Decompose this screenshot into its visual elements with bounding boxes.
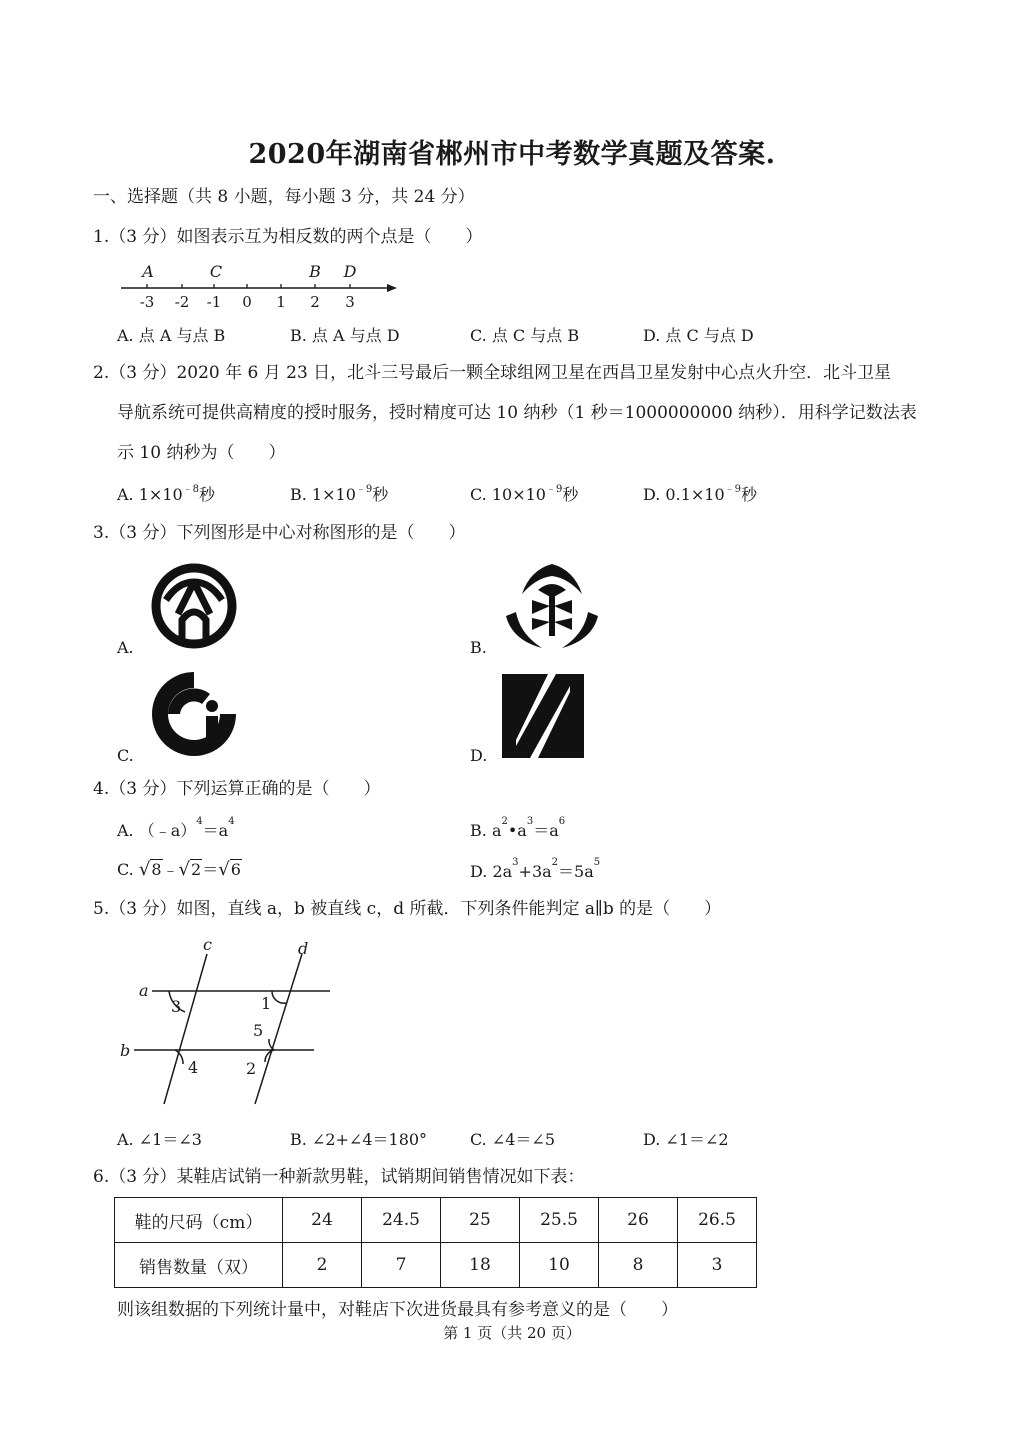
q6-stem: 6.（3 分）某鞋店试销一种新款男鞋，试销期间销售情况如下表： [93, 1167, 585, 1187]
line-label-a: a [139, 981, 149, 1000]
q1-option-b: B. 点 A 与点 D [290, 326, 400, 345]
q4-option-d: D. $2a^3+3a^2=5a^5$ [470, 857, 601, 881]
angle-label-4: 4 [188, 1058, 199, 1077]
tick-label: 0 [242, 293, 252, 311]
q1-option-c: C. 点 C 与点 B [470, 326, 580, 345]
point-label-b: B [309, 262, 321, 281]
emblem-b-icon [502, 560, 604, 652]
q2-option-a: A. $1\times 10^{﹣8}$秒 [117, 484, 216, 504]
section-heading: 一、选择题（共 8 小题，每小题 3 分，共 24 分） [93, 187, 475, 207]
angle-label-1: 1 [261, 994, 272, 1013]
q3-label-c: C. [117, 746, 134, 765]
table-header-cell: 鞋的尺码（cm） [115, 1198, 283, 1243]
table-cell: 7 [362, 1243, 441, 1288]
angle-label-2: 2 [246, 1059, 257, 1078]
emblem-c-icon [148, 668, 240, 760]
line-label-b: b [120, 1041, 131, 1060]
table-cell: 26 [599, 1198, 678, 1243]
tick-label: -3 [139, 293, 155, 311]
q3-stem: 3.（3 分）下列图形是中心对称图形的是（ ） [93, 523, 466, 543]
table-cell: 2 [283, 1243, 362, 1288]
q2-line-2: 导航系统可提供高精度的授时服务，授时精度可达 10 纳秒（1 秒＝1000000000 纳秒）．用科学记数法表 [117, 403, 917, 423]
line-label-d: d [298, 939, 309, 958]
table-cell: 10 [520, 1243, 599, 1288]
point-label-c: C [209, 262, 223, 281]
q4-stem: 4.（3 分）下列运算正确的是（ ） [93, 779, 381, 799]
parallel-lines-figure [112, 932, 342, 1112]
q3-label-d: D. [470, 746, 488, 765]
q2-option-d: D. $0.1\times 10^{﹣9}$秒 [643, 484, 758, 504]
emblem-a-icon [148, 560, 240, 652]
q5-option-c: C. ∠4＝∠5 [470, 1130, 556, 1149]
table-cell: 26.5 [678, 1198, 757, 1243]
tick-label: 1 [276, 293, 286, 311]
sales-table [114, 1197, 757, 1288]
q4-option-b: B. $a^2•a^3=a^6$ [470, 816, 566, 840]
number-line-figure [115, 258, 405, 314]
q2-line-3: 示 10 纳秒为（ ） [117, 443, 286, 463]
q5-option-b: B. ∠2+∠4＝180° [290, 1130, 428, 1149]
tick-label: -1 [206, 293, 222, 311]
q2-option-b: B. $1\times 10^{﹣9}$秒 [290, 484, 389, 504]
q1-option-d: D. 点 C 与点 D [643, 326, 754, 345]
q5-stem: 5.（3 分）如图，直线 a，b 被直线 c，d 所截．下列条件能判定 a∥b 的是（ ） [93, 899, 722, 919]
table-cell: 24.5 [362, 1198, 441, 1243]
table-cell: 24 [283, 1198, 362, 1243]
q1-option-a: A. 点 A 与点 B [117, 326, 226, 345]
tick-label: 2 [310, 293, 320, 311]
table-row [115, 1243, 757, 1288]
q4-option-a: A. $(﹣a)^4=a^4$ [117, 816, 235, 840]
table-cell: 25 [441, 1198, 520, 1243]
table-cell: 25.5 [520, 1198, 599, 1243]
emblem-d-icon [502, 674, 584, 758]
angle-label-3: 3 [171, 997, 182, 1016]
q4-option-c: C. √8﹣√2＝√6 [117, 859, 241, 880]
point-label-d: D [343, 262, 357, 281]
q3-label-a: A. [117, 638, 134, 657]
table-cell: 3 [678, 1243, 757, 1288]
page-title: 2020年湖南省郴州市中考数学真题及答案. [248, 139, 776, 170]
q2-option-c: C. $10\times 10^{﹣9}$秒 [470, 484, 579, 504]
table-row [115, 1198, 757, 1243]
table-cell: 8 [599, 1243, 678, 1288]
q5-option-d: D. ∠1＝∠2 [643, 1130, 729, 1149]
page-footer: 第 1 页（共 20 页） [443, 1324, 581, 1342]
table-header-cell: 销售数量（双） [115, 1243, 283, 1288]
q3-label-b: B. [470, 638, 487, 657]
q1-stem: 1.（3 分）如图表示互为相反数的两个点是（ ） [93, 227, 483, 247]
q2-line-1: 2.（3 分）2020 年 6 月 23 日，北斗三号最后一颗全球组网卫星在西昌卫星发射中心点火升空．北斗卫星 [93, 363, 892, 383]
angle-label-5: 5 [253, 1021, 264, 1040]
table-cell: 18 [441, 1243, 520, 1288]
point-label-a: A [142, 262, 154, 281]
q5-option-a: A. ∠1＝∠3 [117, 1130, 202, 1149]
line-label-c: c [203, 935, 212, 954]
tick-label: 3 [345, 293, 355, 311]
arrow-icon [387, 284, 397, 292]
q6-followup: 则该组数据的下列统计量中，对鞋店下次进货最具有参考意义的是（ ） [117, 1300, 678, 1320]
tick-label: -2 [174, 293, 190, 311]
